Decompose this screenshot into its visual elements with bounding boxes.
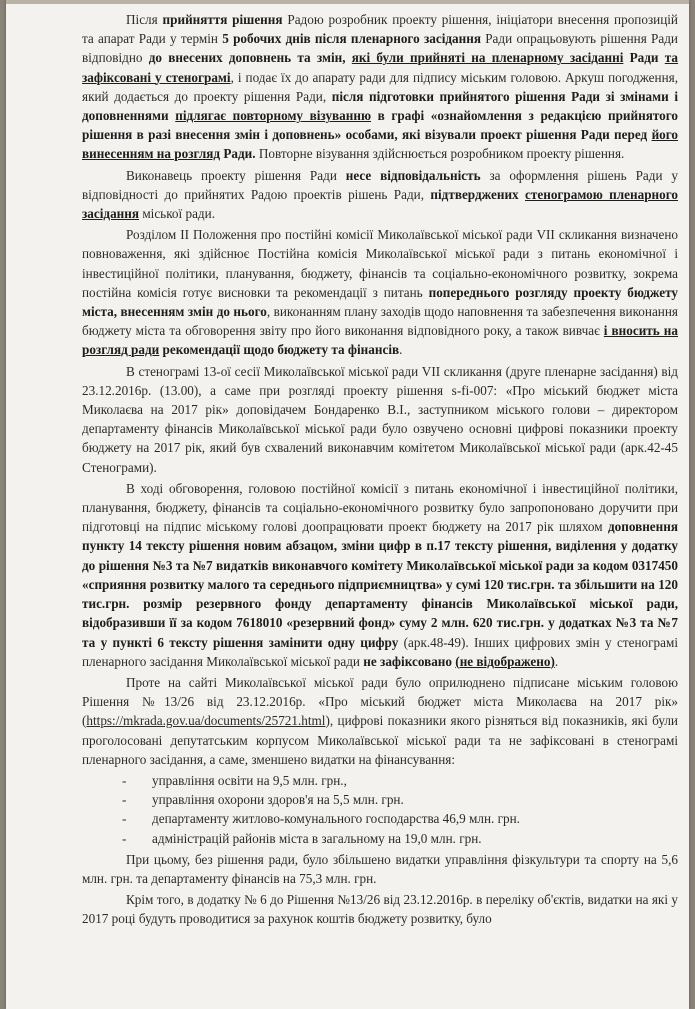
text-run: Розділом II Положення про постійні комісії Миколаївської міської ради VII скликання визначено повноваження, які здійснює Постійна комісія Миколаївської міської ради з питань економічної і інвестиційної політики, планування, бюджету, фінансів та соціально-економічного розвитку, зокрема постійна комісія готує висновки та рекомендації з питань — [82, 227, 678, 300]
page-top-edge — [6, 0, 689, 4]
paragraph-discussion-proposal — [82, 479, 678, 671]
text-run: При цьому, без рішення ради, було збільшено видатки управління фізкультури та спорту на 5,6 млн. грн. та департаменту фінансів на 75,3 млн. грн. — [82, 851, 678, 886]
bold-underlined-run: його винесенням на розгляд — [82, 127, 679, 162]
document-page — [6, 0, 689, 1009]
text-run: В стенограмі 13-ої сесії Миколаївської міської ради VII скликання (друге пленарне засідання) від 23.12.2016р. (13.00), а саме при розгляді проекту рішення s-fi-007: «Про міський бюджет міста Миколаєва на 2017 рік» доповідачем Бондаренко В.І., заступником міського голови – директором департаменту фінансів Миколаївської міської ради було озвучено основні цифрові показники проекту бюджету на 2017 рік, який був схвалений виконавчим комітетом Миколаївської міської ради (арк.42-45 Стенограми). — [82, 363, 678, 475]
reduced-expenses-list — [122, 771, 678, 848]
paragraph-executor-responsibility — [82, 166, 678, 224]
bold-underlined-run: стенограмою пленарного засідання — [82, 186, 678, 222]
text-run: Після — [126, 12, 163, 27]
bold-run: попереднього розгляду проекту бюджету міста, внесенням змін до нього — [82, 284, 679, 320]
bold-underlined-run: і вносить на розгляд ради — [82, 323, 679, 358]
text-run: . — [399, 342, 403, 358]
text-run: , виконанням плану заходів щодо наповнення та забезпечення виконання бюджету міста та обговорення звіту про його виконання відповідного року, а також вивчає — [82, 304, 678, 339]
text-run: Ради опрацьовують рішення Ради відповідно — [82, 31, 678, 66]
text-run: . — [554, 653, 559, 669]
bold-underlined-run: які були прийняті на пленарному засіданні — [351, 50, 624, 66]
list-item: - департаменту житлово-комунального господарства 46,9 млн. грн. — [122, 809, 678, 828]
decision-document-link[interactable]: https://mkrada.gov.ua/documents/25721.html — [86, 713, 326, 729]
paragraph-decision-processing — [82, 10, 678, 164]
bold-underlined-run: підлягає повторному візуванню — [175, 108, 372, 124]
bold-run: до внесених доповнень та змін, — [148, 50, 346, 66]
bold-run: 5 робочих днів після пленарного засідання — [222, 31, 481, 47]
text-run: Проте на сайті Миколаївської міської ради було оприлюднено підписане міським головою Рішення №13/26 від 23.12.2016р. «Про міський бюджет міста Миколаєва на 2017 рік» ( — [82, 674, 678, 729]
text-run: (арк.48-49). Інших цифрових змін у стенограмі пленарного засідання Миколаївської міської ради — [82, 634, 678, 669]
paragraph-appendix-six — [82, 890, 678, 928]
bold-run: несе відповідальність — [345, 167, 481, 183]
text-run: , і подає їх до апарату ради для підпису міським головою. Аркуш погодження, який додається до проекту рішення Ради, — [82, 69, 678, 104]
text-run: Крім того, в додатку № 6 до Рішення №13/26 від 23.12.2016р. в переліку об'єктів, видатки на які у 2017 році будуть проводитися за рахунок коштів бюджету розвитку, було — [82, 892, 678, 927]
bold-run: Ради — [629, 50, 659, 66]
bold-run: не зафіксовано — [363, 653, 452, 669]
bold-run: після підготовки прийнятого рішення Ради зі змінами і доповненнями — [82, 88, 678, 124]
paragraph-session-transcript — [82, 362, 678, 477]
bold-underlined-run: (не відображено) — [455, 653, 555, 669]
text-run: Виконавець проекту рішення Ради — [126, 167, 346, 183]
list-item: - адміністрацій районів міста в загальному на 19,0 млн. грн. — [122, 829, 678, 848]
text-run — [371, 108, 378, 123]
list-item: - управління освіти на 9,5 млн. грн., — [122, 771, 678, 790]
bold-run: прийняття рішення — [162, 12, 283, 27]
text-run: ), цифрові показники якого різняться від показників, які були проголосовані депутатським корпусом Миколаївської міської ради та не зафіксовані в стенограмі пленарного засідання, а саме, зменшено видатки на фінансування: — [82, 713, 678, 767]
text-run: Радою розробник проекту рішення, ініціатори внесення пропозицій та апарат Ради у термін — [82, 12, 678, 47]
document-body — [82, 10, 678, 929]
paragraph-increased-expenses — [82, 850, 678, 888]
text-run: міської ради. — [139, 206, 215, 222]
bold-run: рекомендації щодо бюджету та фінансів — [162, 342, 400, 358]
bold-run: підтверджених — [430, 186, 519, 202]
text-run: за оформлення рішень Ради у відповідності до прийнятих Радою проектів рішень Ради, — [82, 167, 678, 202]
paragraph-published-decision — [82, 673, 678, 769]
paragraph-commission-powers — [82, 225, 678, 359]
bold-run: Ради. — [223, 146, 256, 162]
text-run: Повторне візування здійснюється розробником проекту рішення. — [255, 146, 625, 162]
bold-underlined-run: та зафіксовані у стенограмі — [82, 50, 679, 85]
text-run: В ході обговорення, головою постійної комісії з питань економічної і інвестиційної політики, планування, бюджету, фінансів та соціально-економічного розвитку було запропоновано доручити при підготовці на підпис міському голові доопрацювати проект бюджету на 2017 рік шляхом — [82, 480, 678, 535]
bold-run: в графі «ознайомлення з редакцією прийнятого рішення в разі внесення змін і доповнень» особами, які візували проект рішення Ради перед — [82, 108, 679, 143]
list-item: - управління охорони здоров'я на 5,5 млн. грн. — [122, 790, 678, 809]
bold-run: доповнення пункту 14 тексту рішення новим абзацом, зміни цифр в п.17 тексту рішення, виділення у додатку до рішення №3 та №7 видатків виконавчого комітету Миколаївської міської ради за кодом 0317450 «сприяння розвитку малого та середнього підприємництва» у сумі 120 тис.грн. та збільшити на 120 тис.грн. розмір резервного фонду департаменту фінансів Миколаївської міської ради, відобразивши її за кодом 7618010 «резервний фонд» суму 2 млн. 620 тис.грн. у додатках №3 та №7 та у пункті 6 тексту рішення замінити одну цифру — [82, 519, 678, 650]
